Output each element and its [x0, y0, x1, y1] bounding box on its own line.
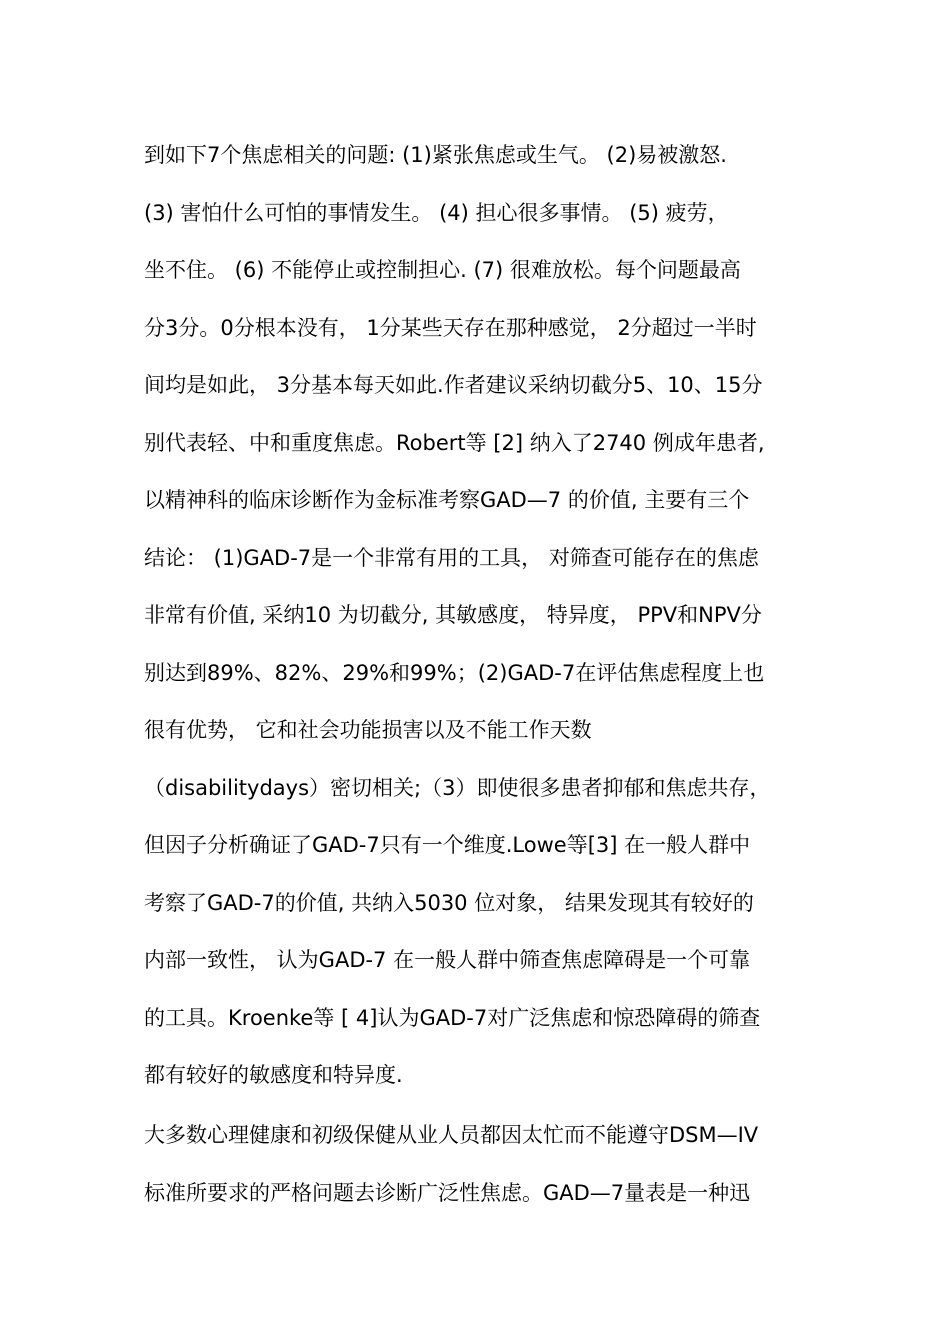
text-line: 内部一致性， 认为GAD-7 在一般人群中筛查焦虑障碍是一个可靠: [144, 948, 751, 972]
text-line: 大多数心理健康和初级保健从业人员都因太忙而不能遵守DSM—IV: [144, 1123, 759, 1147]
text-line: 坐不住。 (6) 不能停止或控制担心. (7) 很难放松。每个问题最高: [144, 258, 741, 282]
text-line: 标准所要求的严格问题去诊断广泛性焦虑。GAD—7量表是一种迅: [144, 1180, 751, 1205]
text-line: 别代表轻、中和重度焦虑。Robert等 [2] 纳入了2740 例成年患者,: [144, 430, 765, 455]
text-line: 的工具。Kroenke等 [ 4]认为GAD-7对广泛焦虑和惊恐障碍的筛查: [144, 1005, 761, 1030]
text-line: 非常有价值, 采纳10 为切截分, 其敏感度， 特异度， PPV和NPV分: [144, 603, 762, 627]
paragraph-1: [144, 127, 814, 1105]
text-line: 很有优势， 它和社会功能损害以及不能工作天数: [144, 718, 592, 742]
text-line: 结论： (1)GAD-7是一个非常有用的工具， 对筛查可能存在的焦虑: [144, 545, 759, 570]
text-line: 考察了GAD-7的价值, 共纳入5030 位对象， 结果发现其有较好的: [144, 890, 754, 915]
text-line: 以精神科的临床诊断作为金标准考察GAD—7 的价值, 主要有三个: [144, 488, 750, 512]
text-line: 但因子分析确证了GAD-7只有一个维度.Lowe等[3] 在一般人群中: [144, 833, 751, 857]
text-line: 到如下7个焦虑相关的问题: (1)紧张焦虑或生气。 (2)易被激怒.: [144, 143, 727, 167]
paragraph-2: [144, 1107, 814, 1222]
text-line: 间均是如此， 3分基本每天如此.作者建议采纳切截分5、10、15分: [144, 373, 763, 397]
text-line: (3) 害怕什么可怕的事情发生。 (4) 担心很多事情。 (5) 疲劳，: [144, 200, 729, 225]
text-line: 都有较好的敏感度和特异度.: [144, 1063, 403, 1087]
text-line: （disabilitydays）密切相关;（3）即使很多患者抑郁和焦虑共存，: [144, 775, 771, 800]
text-line: 分3分。0分根本没有， 1分某些天存在那种感觉， 2分超过一半时: [144, 315, 757, 340]
text-line: 别达到89%、82%、29%和99%；(2)GAD-7在评估焦虑程度上也: [144, 660, 765, 685]
